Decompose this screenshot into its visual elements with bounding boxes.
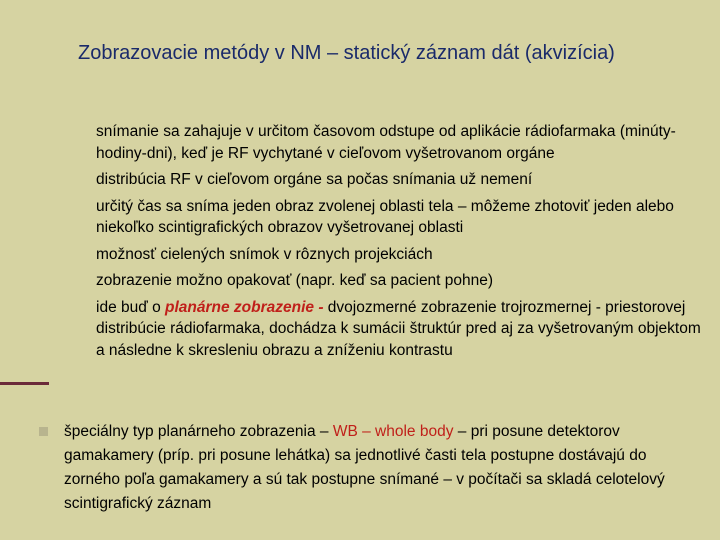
slide-title: Zobrazovacie metódy v NM – statický záznam dát (akvizícia) — [78, 42, 615, 64]
content-item-3: určitý čas sa sníma jeden obraz zvolenej oblasti tela – môžeme zhotoviť jeden alebo niekoľko scintigrafických obrazov vyšetrovanej oblasti — [96, 197, 674, 236]
planar-suffix: dvojozmerné zobrazenie trojrozmernej - priestorovej distribúcie rádiofarmaka, dochádza k sumácii štruktúr pred aj za vyšetrovaným objektom a následne k skresleniu obrazu a zníženiu kontrastu — [96, 298, 701, 359]
planar-highlight: planárne zobrazenie - — [165, 298, 324, 316]
decorative-accent-line — [0, 382, 49, 385]
wb-highlight: WB – whole body — [332, 423, 454, 440]
content-item-1: snímanie sa zahajuje v určitom časovom odstupe od aplikácie rádiofarmaka (minúty-hodiny-dni), keď je RF vychytané v cieľovom vyšetrovanom orgáne — [96, 123, 676, 162]
wb-prefix: špeciálny typ planárneho zobrazenia – — [64, 423, 333, 440]
planar-prefix: ide buď o — [96, 298, 165, 316]
slide-content — [96, 121, 706, 366]
square-bullet-icon — [39, 427, 48, 436]
content-item-5: zobrazenie možno opakovať (napr. keď sa pacient pohne) — [96, 272, 494, 289]
wb-suffix: – pri posune detektorov gamakamery (príp. pri posune lehátka) sa jednotlivé časti tela postupne dostávajú do zorného poľa gamakamery a sú tak postupne snímané – v počítači sa skladá celotelový scintigrafický záznam — [64, 423, 665, 512]
content-item-2: distribúcia RF v cieľovom orgáne sa počas snímania už nemení — [96, 171, 533, 188]
content-item-planar — [96, 297, 706, 362]
content-item-wb — [64, 420, 704, 516]
content-item-4: možnosť cielených snímok v rôznych projekciách — [96, 245, 433, 263]
